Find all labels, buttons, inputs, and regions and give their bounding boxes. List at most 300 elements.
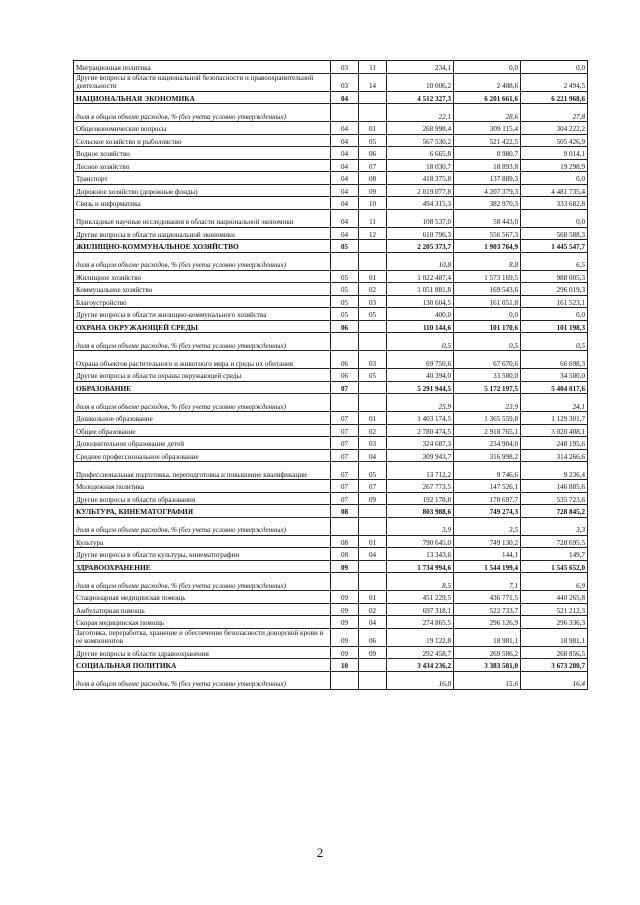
amount-col-1: 3 434 236,2 [387,659,454,672]
amount-col-3: 101 198,3 [521,320,588,333]
table-row [74,61,588,74]
amount-col-2: 1 903 764,9 [454,240,521,253]
table-row [74,535,588,548]
section-code: 05 [331,283,359,296]
section-code: 04 [331,184,359,197]
amount-col-3: 314 266,6 [521,449,588,462]
share-percent-row [74,333,588,351]
amount-col-1: 18 030,7 [387,159,454,172]
row-name: Охрана объектов растительного и животного мира и среды их обитания [74,351,331,369]
amount-col-2: 28,6 [454,104,521,122]
table-row [74,227,588,240]
amount-col-1: 25,9 [387,394,454,412]
section-code: 05 [331,295,359,308]
subsection-code [359,320,387,333]
amount-col-1: 5 291 944,5 [387,381,454,394]
amount-col-3: 24,1 [521,394,588,412]
table-row [74,283,588,296]
amount-col-1: 1 403 174,5 [387,412,454,425]
section-code: 04 [331,91,359,104]
table-row [74,172,588,185]
amount-col-3: 296 019,3 [521,283,588,296]
row-name: Заготовка, переработка, хранение и обеспечение безопасности донорской крови и ее компонентов [74,628,331,646]
subsection-code [359,517,387,535]
section-code: 04 [331,209,359,227]
amount-col-1: 803 988,6 [387,505,454,518]
table-row [74,437,588,450]
row-name: доля в общем объеме расходов, % (без учета условно утвержденных) [74,517,331,535]
amount-col-1: 267 773,5 [387,480,454,493]
section-code: 07 [331,412,359,425]
table-row [74,122,588,135]
amount-col-3: 16,4 [521,671,588,689]
amount-col-1: 16,8 [387,671,454,689]
amount-col-2: 316 998,2 [454,449,521,462]
amount-col-2: 522 733,7 [454,603,521,616]
subsection-code: 06 [359,147,387,160]
amount-col-2: 749 274,3 [454,505,521,518]
subsection-code: 04 [359,449,387,462]
subsection-code [359,333,387,351]
amount-col-1: 4 512 327,3 [387,91,454,104]
table-row [74,134,588,147]
amount-col-1: 13 712,2 [387,462,454,480]
amount-col-3: 9 236,4 [521,462,588,480]
amount-col-3: 3,3 [521,517,588,535]
section-total-row [74,240,588,253]
amount-col-2: 749 130,2 [454,535,521,548]
amount-col-3: 333 682,8 [521,197,588,210]
subsection-code: 11 [359,209,387,227]
subsection-code: 02 [359,603,387,616]
row-name: Лесное хозяйство [74,159,331,172]
amount-col-2: 556 567,3 [454,227,521,240]
amount-col-1: 790 645,0 [387,535,454,548]
amount-col-2: 234 904,0 [454,437,521,450]
amount-col-1: 130 604,5 [387,295,454,308]
amount-col-3: 0,5 [521,333,588,351]
row-name: Другие вопросы в области культуры, кинематографии [74,548,331,561]
table-row [74,492,588,505]
subsection-code: 02 [359,283,387,296]
amount-col-2: 269 586,2 [454,646,521,659]
section-code: 08 [331,535,359,548]
section-code: 06 [331,351,359,369]
row-name: Общеэкономические вопросы [74,122,331,135]
row-name: ЖИЛИЩНО-КОММУНАЛЬНОЕ ХОЗЯЙСТВО [74,240,331,253]
amount-col-3: 521 212,3 [521,603,588,616]
amount-col-1: 13 343,6 [387,548,454,561]
amount-col-3: 6 221 968,6 [521,91,588,104]
amount-col-2: 15,6 [454,671,521,689]
subsection-code: 06 [359,628,387,646]
row-name: доля в общем объеме расходов, % (без учета условно утвержденных) [74,104,331,122]
amount-col-3: 440 265,8 [521,591,588,604]
row-name: доля в общем объеме расходов, % (без учета условно утвержденных) [74,671,331,689]
table-row [74,449,588,462]
page-number: 2 [316,845,324,860]
section-code [331,517,359,535]
section-code: 07 [331,437,359,450]
section-code: 07 [331,480,359,493]
amount-col-2: 0,0 [454,308,521,321]
subsection-code: 05 [359,462,387,480]
row-name: Общее образование [74,424,331,437]
section-code: 05 [331,240,359,253]
section-code: 08 [331,505,359,518]
row-name: Среднее профессиональное образование [74,449,331,462]
section-code [331,252,359,270]
row-name: доля в общем объеме расходов, % (без учета условно утвержденных) [74,394,331,412]
subsection-code: 10 [359,197,387,210]
table-row [74,270,588,283]
subsection-code: 05 [359,369,387,382]
row-name: Дорожное хозяйство (дорожные фонды) [74,184,331,197]
row-name: ОБРАЗОВАНИЕ [74,381,331,394]
table-row [74,628,588,646]
amount-col-1: 10,8 [387,252,454,270]
section-code: 04 [331,227,359,240]
section-code: 07 [331,462,359,480]
amount-col-3: 27,8 [521,104,588,122]
section-code: 09 [331,591,359,604]
amount-col-1: 69 750,6 [387,351,454,369]
amount-col-3: 2 494,5 [521,73,588,91]
amount-col-1: 3,9 [387,517,454,535]
subsection-code: 07 [359,159,387,172]
section-code: 09 [331,560,359,573]
amount-col-3: 149,7 [521,548,588,561]
subsection-code: 05 [359,134,387,147]
section-code: 05 [331,270,359,283]
amount-col-2: 161 051,8 [454,295,521,308]
section-code [331,394,359,412]
row-name: Коммунальное хозяйство [74,283,331,296]
amount-col-1: 8,5 [387,573,454,591]
amount-col-1: 108 537,0 [387,209,454,227]
amount-col-2: 521 422,5 [454,134,521,147]
subsection-code: 12 [359,227,387,240]
amount-col-3: 1 129 301,7 [521,412,588,425]
subsection-code: 11 [359,61,387,74]
amount-col-3: 3 673 280,7 [521,659,588,672]
subsection-code [359,240,387,253]
section-code: 09 [331,616,359,629]
amount-col-1: 567 530,2 [387,134,454,147]
table-row [74,209,588,227]
subsection-code [359,381,387,394]
table-row [74,462,588,480]
table-row [74,412,588,425]
amount-col-2: 58 443,0 [454,209,521,227]
amount-col-3: 3 020 408,1 [521,424,588,437]
amount-col-2: 169 543,6 [454,283,521,296]
amount-col-3: 161 523,1 [521,295,588,308]
amount-col-1: 1 022 487,4 [387,270,454,283]
table-row [74,646,588,659]
subsection-code [359,505,387,518]
table-row [74,197,588,210]
table-row [74,424,588,437]
section-total-row [74,91,588,104]
table-row [74,308,588,321]
amount-col-2: 3 383 581,0 [454,659,521,672]
subsection-code: 01 [359,270,387,283]
section-code [331,573,359,591]
amount-col-2: 18 893,8 [454,159,521,172]
amount-col-2: 67 670,6 [454,351,521,369]
row-name: Миграционная политика [74,61,331,74]
share-percent-row [74,517,588,535]
amount-col-3: 988 005,3 [521,270,588,283]
amount-col-1: 274 865,5 [387,616,454,629]
amount-col-3: 505 426,9 [521,134,588,147]
amount-col-1: 418 375,8 [387,172,454,185]
row-name: Культура [74,535,331,548]
section-code: 03 [331,61,359,74]
row-name: Другие вопросы в области национальной экономики [74,227,331,240]
amount-col-3: 296 336,3 [521,616,588,629]
row-name: Благоустройство [74,295,331,308]
amount-col-3: 4 481 735,4 [521,184,588,197]
section-code: 04 [331,172,359,185]
section-code: 04 [331,159,359,172]
share-percent-row [74,104,588,122]
row-name: Дошкольное образование [74,412,331,425]
section-total-row [74,560,588,573]
row-name: Профессиональная подготовка, переподготовка и повышение квалификации [74,462,331,480]
subsection-code [359,659,387,672]
amount-col-3: 146 885,6 [521,480,588,493]
amount-col-3: 34 500,0 [521,369,588,382]
amount-col-2: 178 697,7 [454,492,521,505]
section-code: 09 [331,628,359,646]
subsection-code: 09 [359,492,387,505]
row-name: Другие вопросы в области национальной безопасности и правоохранительной деятельности [74,73,331,91]
section-code: 07 [331,381,359,394]
amount-col-2: 2 918 765,1 [454,424,521,437]
subsection-code: 01 [359,412,387,425]
share-percent-row [74,671,588,689]
row-name: Транспорт [74,172,331,185]
amount-col-2: 33 500,0 [454,369,521,382]
section-total-row [74,381,588,394]
amount-col-2: 1 573 169,5 [454,270,521,283]
section-code: 04 [331,134,359,147]
amount-col-1: 292 458,7 [387,646,454,659]
amount-col-1: 192 178,8 [387,492,454,505]
amount-col-1: 110 144,6 [387,320,454,333]
section-code: 09 [331,603,359,616]
row-name: доля в общем объеме расходов, % (без учета условно утвержденных) [74,573,331,591]
amount-col-3: 0,0 [521,172,588,185]
table-row [74,603,588,616]
amount-col-3: 66 698,3 [521,351,588,369]
amount-col-2: 9 746,6 [454,462,521,480]
subsection-code: 05 [359,308,387,321]
row-name: Прикладные научные исследования в области национальной экономики [74,209,331,227]
amount-col-3: 268 856,5 [521,646,588,659]
amount-col-3: 0,0 [521,209,588,227]
amount-col-3: 9 014,1 [521,147,588,160]
amount-col-2: 5 172 197,5 [454,381,521,394]
amount-col-1: 451 229,5 [387,591,454,604]
row-name: СОЦИАЛЬНАЯ ПОЛИТИКА [74,659,331,672]
subsection-code: 07 [359,480,387,493]
subsection-code: 01 [359,122,387,135]
table-row [74,351,588,369]
amount-col-2: 7,1 [454,573,521,591]
amount-col-3: 6,5 [521,252,588,270]
amount-col-1: 10 006,2 [387,73,454,91]
row-name: Водное хозяйство [74,147,331,160]
row-name: Амбулаторная помощь [74,603,331,616]
subsection-code: 01 [359,591,387,604]
subsection-code: 02 [359,424,387,437]
section-total-row [74,505,588,518]
section-code: 06 [331,369,359,382]
row-name: Дополнительное образование детей [74,437,331,450]
amount-col-1: 0,5 [387,333,454,351]
row-name: Другие вопросы в области охраны окружающей среды [74,369,331,382]
amount-col-2: 8 980,7 [454,147,521,160]
section-code: 08 [331,548,359,561]
amount-col-1: 40 394,0 [387,369,454,382]
amount-col-1: 494 315,3 [387,197,454,210]
subsection-code [359,394,387,412]
subsection-code [359,252,387,270]
subsection-code [359,573,387,591]
row-name: Скорая медицинская помощь [74,616,331,629]
table-row [74,591,588,604]
amount-col-3: 535 723,6 [521,492,588,505]
amount-col-3: 728 845,2 [521,505,588,518]
amount-col-1: 22,1 [387,104,454,122]
subsection-code: 09 [359,646,387,659]
subsection-code: 04 [359,548,387,561]
row-name: Жилищное хозяйство [74,270,331,283]
amount-col-2: 8,8 [454,252,521,270]
section-total-row [74,659,588,672]
row-name: ЗДРАВООХРАНЕНИЕ [74,560,331,573]
amount-col-2: 101 170,6 [454,320,521,333]
section-code [331,333,359,351]
amount-col-1: 2 019 077,8 [387,184,454,197]
amount-col-1: 1 051 881,8 [387,283,454,296]
section-code: 09 [331,646,359,659]
subsection-code [359,671,387,689]
table-row [74,159,588,172]
section-code: 03 [331,73,359,91]
amount-col-3: 728 695,5 [521,535,588,548]
subsection-code [359,91,387,104]
amount-col-3: 248 195,6 [521,437,588,450]
amount-col-1: 309 943,7 [387,449,454,462]
subsection-code: 14 [359,73,387,91]
amount-col-2: 18 981,1 [454,628,521,646]
section-code: 07 [331,449,359,462]
subsection-code: 01 [359,535,387,548]
amount-col-1: 6 665,8 [387,147,454,160]
amount-col-3: 6,9 [521,573,588,591]
table-row [74,369,588,382]
amount-col-2: 309 115,4 [454,122,521,135]
row-name: ОХРАНА ОКРУЖАЮЩЕЙ СРЕДЫ [74,320,331,333]
budget-expenditure-table [73,60,588,690]
amount-col-3: 304 222,2 [521,122,588,135]
amount-col-1: 2 780 474,5 [387,424,454,437]
amount-col-1: 234,1 [387,61,454,74]
table-row [74,147,588,160]
amount-col-2: 1 544 199,4 [454,560,521,573]
section-code: 06 [331,320,359,333]
subsection-code: 03 [359,437,387,450]
amount-col-3: 0,0 [521,61,588,74]
row-name: Сельское хозяйство и рыболовство [74,134,331,147]
amount-col-3: 1 545 652,0 [521,560,588,573]
amount-col-3: 18 981,1 [521,628,588,646]
amount-col-3: 5 404 017,6 [521,381,588,394]
amount-col-2: 3,5 [454,517,521,535]
amount-col-2: 4 207 379,3 [454,184,521,197]
amount-col-2: 137 889,3 [454,172,521,185]
amount-col-2: 1 365 559,8 [454,412,521,425]
row-name: КУЛЬТУРА, КИНЕМАТОГРАФИЯ [74,505,331,518]
amount-col-2: 147 526,1 [454,480,521,493]
amount-col-3: 1 445 547,7 [521,240,588,253]
amount-col-1: 1 734 994,6 [387,560,454,573]
row-name: Другие вопросы в области жилищно-коммунального хозяйства [74,308,331,321]
amount-col-1: 324 687,3 [387,437,454,450]
row-name: Молодежная политика [74,480,331,493]
table-row [74,616,588,629]
share-percent-row [74,252,588,270]
subsection-code [359,560,387,573]
amount-col-2: 296 126,9 [454,616,521,629]
subsection-code: 03 [359,351,387,369]
subsection-code: 09 [359,184,387,197]
amount-col-2: 144,1 [454,548,521,561]
row-name: Связь и информатика [74,197,331,210]
section-code: 07 [331,492,359,505]
amount-col-2: 6 201 661,6 [454,91,521,104]
amount-col-1: 400,0 [387,308,454,321]
subsection-code [359,104,387,122]
section-code [331,671,359,689]
amount-col-2: 0,0 [454,61,521,74]
amount-col-2: 0,5 [454,333,521,351]
subsection-code: 04 [359,616,387,629]
amount-col-2: 382 970,3 [454,197,521,210]
share-percent-row [74,573,588,591]
amount-col-2: 23,9 [454,394,521,412]
row-name: Другие вопросы в области здравоохранения [74,646,331,659]
amount-col-1: 697 318,1 [387,603,454,616]
amount-col-1: 19 122,8 [387,628,454,646]
section-code [331,104,359,122]
subsection-code: 03 [359,295,387,308]
section-code: 04 [331,122,359,135]
amount-col-3: 0,0 [521,308,588,321]
section-code: 10 [331,659,359,672]
section-code: 04 [331,147,359,160]
table-row [74,184,588,197]
section-code: 05 [331,308,359,321]
amount-col-2: 436 771,5 [454,591,521,604]
amount-col-1: 610 796,3 [387,227,454,240]
row-name: доля в общем объеме расходов, % (без учета условно утвержденных) [74,252,331,270]
amount-col-3: 19 298,9 [521,159,588,172]
